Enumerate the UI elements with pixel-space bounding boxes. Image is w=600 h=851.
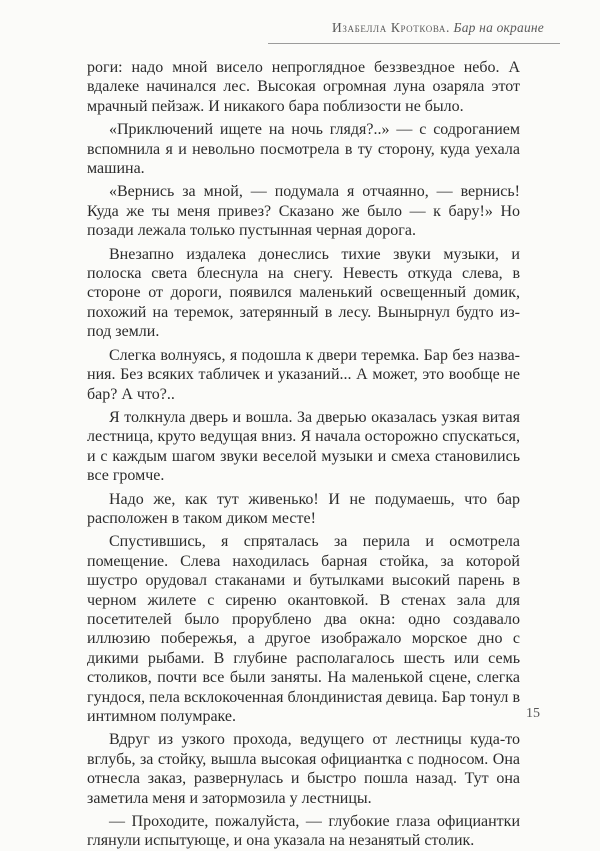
paragraph: — Проходите, пожалуйста, — глубокие глаза официантки глянули испытующе, и она указала на незанятый столик. xyxy=(87,813,520,850)
paragraph: Внезапно издалека донеслись тихие звуки музыки, и полоска света блеснула на снегу. Невесть откуда слева, в стороне от дороги, появился маленький освещенный домик, похожий на теремок, затерянный в лесу. Вынырнул будто из-под земли. xyxy=(87,245,520,341)
body-text xyxy=(87,58,520,851)
running-head-author: Изабелла Кроткова. xyxy=(332,20,450,35)
paragraph: Я толкнула дверь и вошла. За дверью оказалась узкая витая лестница, круто ведущая вниз. Я начала осторожно спускаться, и с каждым шагом звуки веселой музыки и смеха становились все громче. xyxy=(87,408,520,485)
paragraph: «Приключений ищете на ночь глядя?..» — с содроганием вспомнила я и невольно посмотрела в ту сторону, куда уехала машина. xyxy=(87,121,520,178)
paragraph: «Вернись за мной, — подумала я отчаянно, — вернись! Куда же ты меня привез? Сказано же было — к бару!» Но позади лежала только пустынная черная дорога. xyxy=(87,183,520,240)
page-number: 15 xyxy=(526,706,540,721)
paragraph: роги: надо мной висело непроглядное беззвездное небо. А вдалеке начинался лес. Высокая огромная луна озаряла этот мрачный пейзаж. И никакого бара поблизости не было. xyxy=(87,59,520,115)
running-head-title: Бар на окраине xyxy=(453,20,544,35)
paragraph: Надо же, как тут живенько! И не подумаешь, что бар расположен в таком диком месте! xyxy=(87,490,520,527)
paragraph: Спустившись, я спряталась за перила и осмотрела помещение. Слева находилась барная стойка, за которой шустро орудовал стаканами и бутылками высокий парень в черном жилете с сиреню окантовкой. В стенах зала для посетителей было прорублено два окна: одно создавало иллюзию побережья, а другое изображало морское дно с дикими рыбами. В глубине располагалось шесть или семь столиков, почти все были заняты. На маленькой сцене, слегка гундося, пела всклокоченная блондинистая девица. Бар тонул в интимном полумраке. xyxy=(87,533,520,725)
header-rule xyxy=(268,43,560,44)
running-head xyxy=(332,20,544,36)
paragraph: Вдруг из узкого прохода, ведущего от лестницы куда-то вглубь, за стойку, вышла высокая официантка с подносом. Она отнесла заказ, развернулась и быстро пошла назад. Тут она заметила меня и затормозила у лестницы. xyxy=(87,731,520,807)
paragraph: Слегка волнуясь, я подошла к двери теремка. Бар без названия. Без всяких табличек и указаний... А может, это вообще не бар? А что?.. xyxy=(87,346,520,403)
